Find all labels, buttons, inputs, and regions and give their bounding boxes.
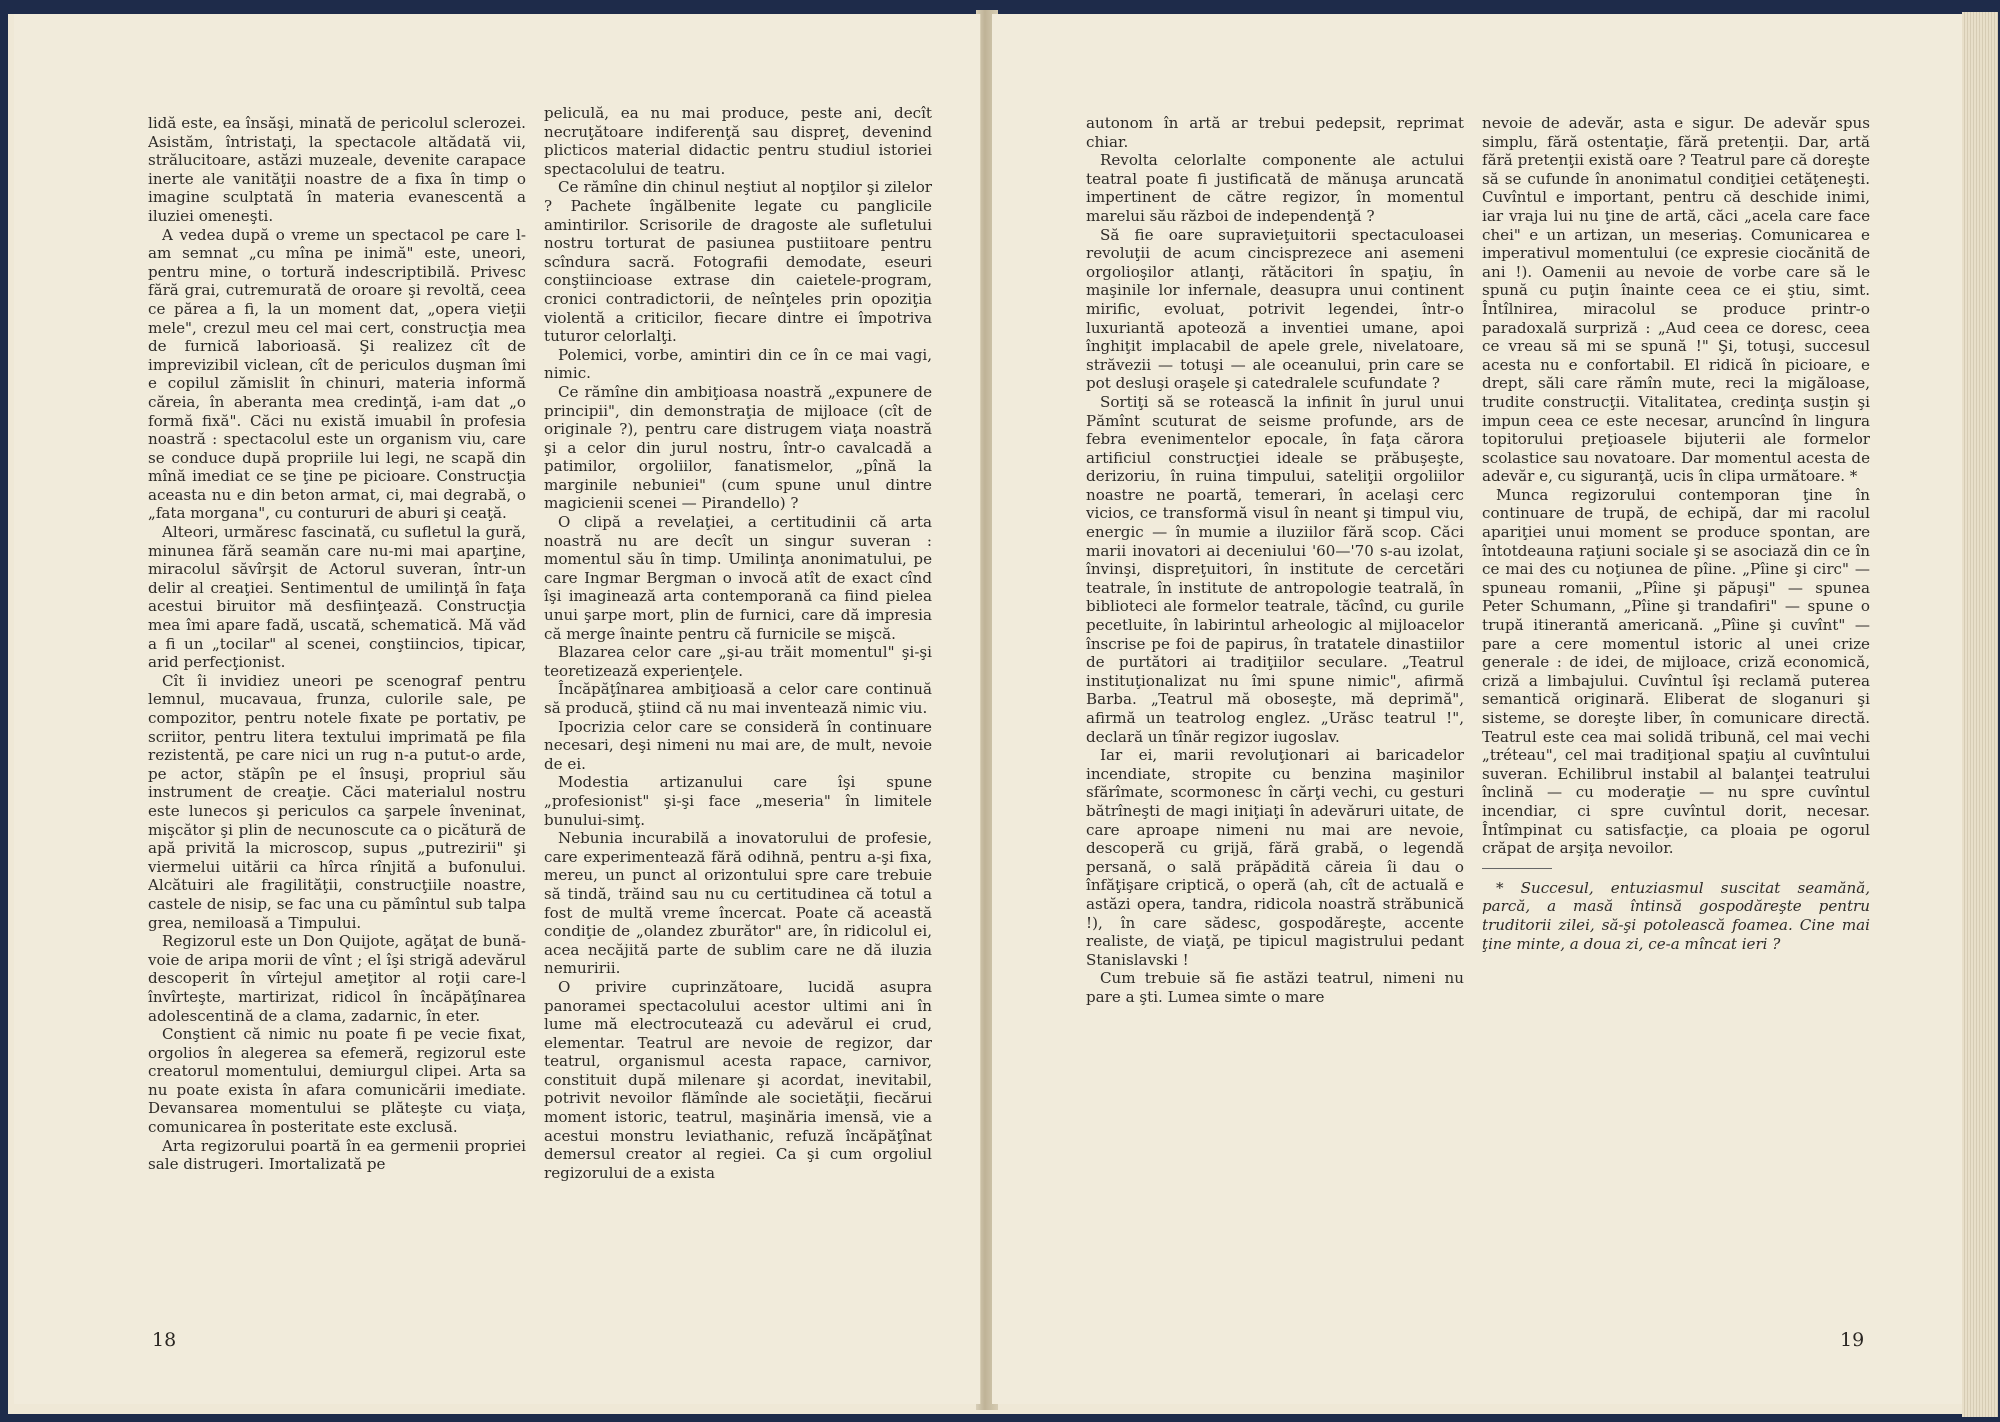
paragraph: autonom în artă ar trebui pedepsit, reprimat chiar.: [1086, 114, 1464, 151]
footnote: * Succesul, entuziasmul suscitat seamănă, parcă, a masă întinsă gospodăreşte pentru truditorii zilei, să-şi potolească foamea. Cine mai ţine minte, a doua zi, ce-a mîncat ieri ?: [1482, 878, 1870, 953]
left-page: [14, 14, 981, 1404]
right-page-column-2: [1482, 114, 1870, 1314]
paragraph: Ce rămîne din chinul neştiut al nopţilor şi zilelor ? Pachete îngălbenite legate cu panglicile amintirilor. Scrisorile de dragoste ale sufletului nostru torturat de pasiunea pustiitoare pentru scîndura sacră. Fotografii demodate, eseuri conştiincioase extrase din caietele-program, cronici contradictorii, de neînţeles prin opoziţia violentă a criticilor, fiecare dintre ei împotriva tuturor celorlalţi.: [544, 178, 932, 346]
right-page-column-1: [1086, 114, 1464, 1314]
paragraph: Conştient că nimic nu poate fi pe vecie fixat, orgolios în alegerea sa efemeră, regizorul este creatorul momentului, demiurgul clipei. Arta sa nu poate exista în afara comunicării imediate. Devansarea momentului se plăteşte cu viaţa, comunicarea în posteritate este exclusă.: [148, 1025, 526, 1137]
paragraph: Polemici, vorbe, amintiri din ce în ce mai vagi, nimic.: [544, 345, 932, 383]
paragraph: Cum trebuie să fie astăzi teatrul, nimeni nu pare a şti. Lumea simte o mare: [1086, 969, 1464, 1006]
left-page-column-2: [544, 104, 932, 1314]
paragraph: Regizorul este un Don Quijote, agăţat de bună-voie de aripa morii de vînt ; el îşi strigă adevărul descoperit în vîrtejul ameţitor al roţii care-l învîrteşte, martirizat, ridicol în încăpăţînarea adolescentină de a clama, zadarnic, în eter.: [148, 932, 526, 1025]
paragraph: Ce rămîne din ambiţioasa noastră „expunere de principii", din demonstraţia de mijloace (cît de originale ?), pentru care distrugem viaţa noastră şi a celor din jurul nostru, într-o cavalcadă a patimilor, orgoliilor, fanatismelor, „pînă la marginile nebuniei" (cum spune unul dintre magicienii scenei — Pirandello) ?: [544, 382, 932, 513]
paragraph: lidă este, ea însăşi, minată de pericolul sclerozei. Asistăm, întristaţi, la spectacole altădată vii, strălucitoare, astăzi muzeale, devenite carapace inerte ale vanităţii noastre de a fixa în timp o imagine sculptată în materia evanescentă a iluziei omeneşti.: [148, 114, 526, 225]
right-page: [992, 14, 1962, 1404]
page-number: 19: [1840, 1329, 1865, 1351]
left-page-column-1: [148, 114, 526, 1314]
paragraph: nevoie de adevăr, asta e sigur. De adevăr spus simplu, fără ostentaţie, fără pretenţii. Dar, artă fără pretenţii există oare ? Teatrul pare că doreşte să se cufunde în anonimatul condiţiei cetăţeneşti. Cuvîntul e important, pentru că deschide inimi, iar vraja lui nu ţine de artă, căci „acela care face chei" e un artizan, un meseriaş. Comunicarea e imperativul momentului (ce expresie ciocănită de ani !). Oamenii au nevoie de vorbe care să le spună cu puţin înainte ceea ce ei ştiu, simt. Întîlnirea, miracolul se produce printr-o paradoxală surpriză : „Aud ceea ce doresc, ceea ce vreau să mi se spună !" Şi, totuşi, succesul acesta nu e confortabil. El ridică în picioare, e drept, săli care rămîn mute, reci la migăloase, trudite construcţii. Vitalitatea, credinţa susţin şi impun ceea ce este necesar, aruncînd în lingura topitorului preţioasele bijuterii ale formelor scolastice sau novatoare. Dar momentul acesta de adevăr e, cu siguranţă, ucis în clipa următoare. *: [1482, 114, 1870, 486]
paragraph: peliculă, ea nu mai produce, peste ani, decît necruţătoare indiferenţă sau dispreţ, devenind plicticos material didactic pentru studiul istoriei spectacolului de teatru.: [544, 104, 932, 178]
paragraph: Nebunia incurabilă a inovatorului de profesie, care experimentează fără odihnă, pentru a-şi fixa, mereu, un punct al orizontului spre care trebuie să tindă, trăind sau nu cu certitudinea că totul a fost de multă vreme încercat. Poate că această condiţie de „olandez zburător" are, în ridicolul ei, acea necăjită parte de sublim care ne dă iluzia nemuririi.: [544, 829, 932, 978]
paragraph: Munca regizorului contemporan ţine în continuare de trupă, de echipă, dar mi racolul apariţiei unui moment se produce spontan, are întotdeauna raţiuni sociale şi se asociază din ce în ce mai des cu noţiunea de pîine. „Pîine şi circ" — spuneau romanii, „Pîine şi păpuşi" — spunea Peter Schumann, „Pîine şi trandafiri" — spune o trupă itinerantă americană. „Pîine şi cuvînt" — pare a cere momentul istoric al unei crize generale : de idei, de mijloace, criză economică, criză a limbajului. Cuvîntul îşi reclamă puterea semantică originară. Eliberat de sloganuri şi sisteme, se doreşte liber, în comunicare directă. Teatrul este cea mai solidă tribună, cel mai vechi „tréteau", cel mai tradiţional spaţiu al cuvîntului suveran. Echilibrul instabil al balanţei teatrului înclină — cu moderaţie — nu spre cuvîntul incendiar, ci spre cuvîntul dorit, necesar. Întîmpinat cu satisfacţie, ca ploaia pe ogorul crăpat de arşiţa nevoilor.: [1482, 485, 1870, 858]
paragraph: Încăpăţînarea ambiţioasă a celor care continuă să producă, ştiind că nu mai inventează nimic viu.: [544, 680, 932, 717]
paragraph: Cît îi invidiez uneori pe scenograf pentru lemnul, mucavaua, frunza, culorile sale, pe compozitor, pentru notele fixate pe portativ, pe scriitor, pentru litera textului imprimată pe fila rezistentă, pe care nici un rug n-a putut-o arde, pe actor, stăpîn pe el însuşi, propriul său instrument de creaţie. Căci materialul nostru este lunecos şi periculos ca şarpele înveninat, mişcător şi plin de necunoscute ca o picătură de apă privită la microscop, supus „putrezirii" şi viermelui uitării ca hîrca rînjită a bufonului. Alcătuiri ale fragilităţii, construcţiile noastre, castele de nisip, se fac una cu pămîntul sub talpa grea, nemiloasă a Timpului.: [148, 671, 526, 932]
page-number: 18: [152, 1329, 177, 1351]
paragraph: Revolta celorlalte componente ale actului teatral poate fi justificată de mănuşa aruncată impertinent de către regizor, în momentul marelui său război de independenţă ?: [1086, 151, 1464, 225]
paragraph: Să fie oare supravieţuitorii spectaculoasei revoluţii de acum cincisprezece ani asemeni orgolioşilor atlanţi, rătăcitori în spaţiu, în maşinile lor infernale, deasupra unui continent mirific, evoluat, potrivit legendei, într-o luxuriantă apoteoză a inventiei umane, apoi înghiţit implacabil de apele grele, nivelatoare, străvezii — totuşi — ale oceanului, prin care se pot desluşi oraşele şi catedralele scufundate ?: [1086, 225, 1464, 393]
paragraph: Arta regizorului poartă în ea germenii propriei sale distrugeri. Imortalizată pe: [148, 1136, 526, 1174]
page-edges: [1962, 12, 1998, 1417]
paragraph: Sortiţi să se rotească la infinit în jurul unui Pămînt scuturat de seisme profunde, ars de febra evenimentelor epocale, în faţa cărora artificiul construcţiei ideale se prăbuşeşte, derizoriu, în ruina timpului, sateliţii orgoliilor noastre ne poartă, temerari, în acelaşi cerc vicios, ce transformă visul în neant şi timpul viu, energic — în mumie a iluziilor fără scop. Căci marii inovatori ai deceniului '60—'70 s-au izolat, învinşi, dispreţuitori, în institute de cercetări teatrale, în institute de antropologie teatrală, în biblioteci ale formelor teatrale, tăcînd, cu gurile pecetluite, în labirintul arheologic al mijloacelor înscrise pe foi de papirus, în tratatele dinastiilor de purtători ai tradiţiilor seculare. „Teatrul instituţionalizat nu îmi spune nimic", afirmă Barba. „Teatrul mă oboseşte, mă deprimă", afirmă un teatrolog englez. „Urăsc teatrul !", declară un tînăr regizor iugoslav.: [1086, 392, 1464, 746]
footnote-rule: [1482, 868, 1552, 869]
paragraph: Ipocrizia celor care se consideră în continuare necesari, deşi nimeni nu mai are, de mult, nevoie de ei.: [544, 717, 932, 773]
paragraph: Blazarea celor care „şi-au trăit momentul" şi-şi teoretizează experienţele.: [544, 643, 932, 680]
paragraph: Modestia artizanului care îşi spune „profesionist" şi-şi face „meseria" în limitele bunului-simţ.: [544, 773, 932, 829]
paragraph: A vedea după o vreme un spectacol pe care l-am semnat „cu mîna pe inimă" este, uneori, pentru mine, o tortură indescriptibilă. Privesc fără grai, cutremurată de oroare şi revoltă, ceea ce părea a fi, la un moment dat, „opera vieţii mele", crezul meu cel mai cert, construcţia mea de furnică laborioasă. Şi realizez cît de imprevizibil viclean, cît de periculos duşman îmi e copilul zămislit în chinuri, materia informă căreia, în aberanta mea credinţă, i-am dat „o formă fixă". Căci nu există imuabil în profesia noastră : spectacolul este un organism viu, care se conduce după propriile lui legi, ne scapă din mînă imediat ce se ţine pe picioare. Construcţia aceasta nu e din beton armat, ci, mai degrabă, o „fata morgana", cu contururi de aburi şi ceaţă.: [148, 225, 526, 523]
paragraph: O clipă a revelaţiei, a certitudinii că arta noastră nu are decît un singur suveran : momentul său în timp. Umilinţa anonimatului, pe care Ingmar Bergman o invocă atît de exact cînd îşi imaginează arta contemporană ca fiind pielea unui şarpe mort, plin de furnici, care dă impresia că merge înainte pentru că furnicile se mişcă.: [544, 513, 932, 643]
paragraph: Iar ei, marii revoluţionari ai baricadelor incendiate, stropite cu benzina maşinilor sfărîmate, scormonesc în cărţi vechi, cu gesturi bătrîneşti de magi iniţiaţi în adevăruri uitate, de care aproape nimeni nu mai are nevoie, descoperă cu grijă, fără grabă, o legendă persană, o sală prăpădită căreia îi dau o înfăţişare criptică, o operă (ah, cît de actuală e astăzi opera, tandra, ridicola noastră străbunică !), în care sădesc, gospodăreşte, accente realiste, de viaţă, pe tipicul magistrului pedant Stanislavski !: [1086, 746, 1464, 969]
paragraph: Alteori, urmăresc fascinată, cu sufletul la gură, minunea fără seamăn care nu-mi mai aparţine, miracolul săvîrşit de Actorul suveran, într-un delir al creaţiei. Sentimentul de umilinţă în faţa acestui biruitor mă desfiinţează. Construcţia mea îmi apare fadă, uscată, schematică. Mă văd a fi un „tocilar" al scenei, conştiincios, tipicar, arid perfecţionist.: [148, 523, 526, 672]
paragraph: O privire cuprinzătoare, lucidă asupra panoramei spectacolului acestor ultimi ani în lume mă electrocutează cu adevărul ei crud, elementar. Teatrul are nevoie de regizor, dar teatrul, organismul acesta rapace, carnivor, constituit după milenare şi acordat, inevitabil, potrivit nevoilor flămînde ale societăţii, fiecărui moment istoric, teatrul, maşinăria imensă, vie a acestui monstru leviathanic, refuză încăpăţînat demersul creator al regiei. Ca şi cum orgoliul regizorului de a exista: [544, 977, 932, 1182]
